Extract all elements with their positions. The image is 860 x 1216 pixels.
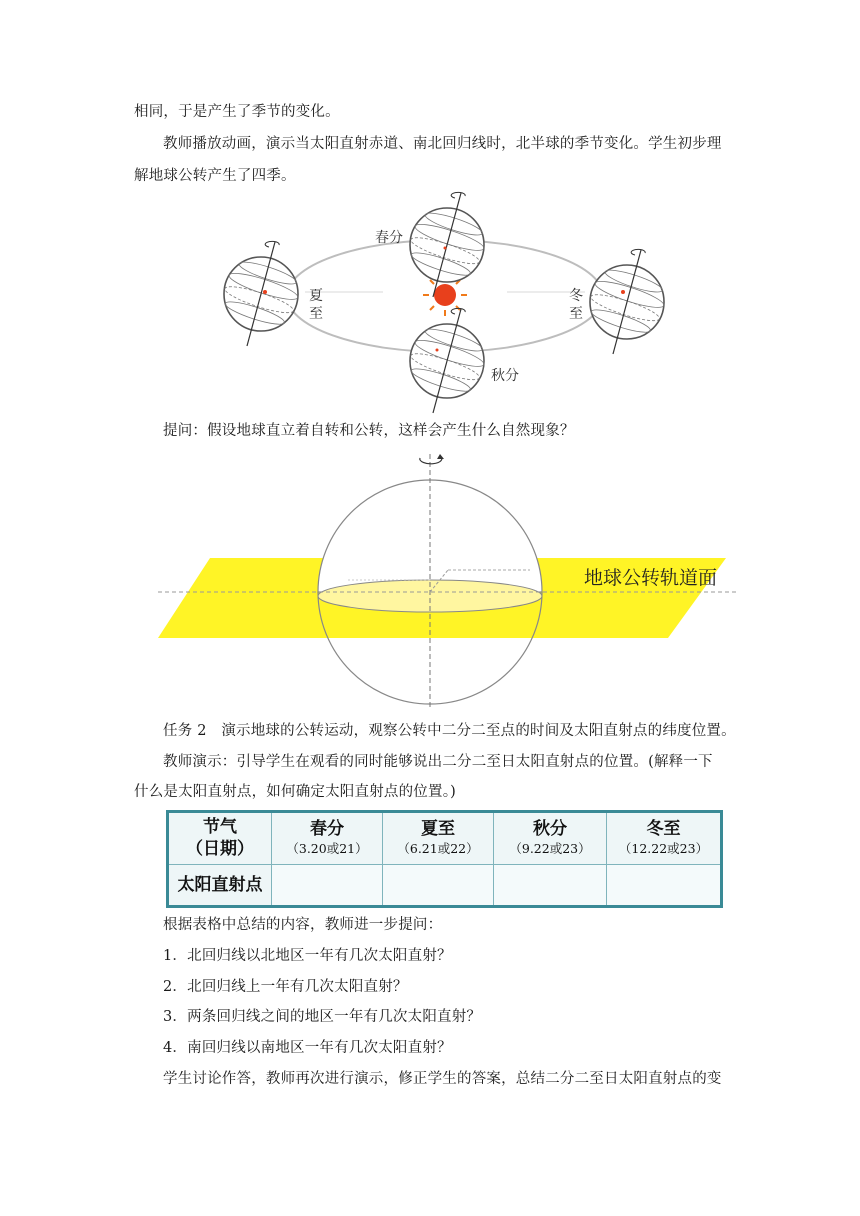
- table-header-cell: 夏至 （6.21或22）: [383, 812, 494, 865]
- paragraph-line: 教师播放动画，演示当太阳直射赤道、南北回归线时，北半球的季节变化。学生初步理: [163, 136, 722, 152]
- solar-terms-table: [166, 810, 723, 908]
- globe-spring-icon: [409, 192, 486, 297]
- table-row: [168, 864, 722, 906]
- question-item: 4．南回归线以南地区一年有几次太阳直射？: [163, 1040, 452, 1056]
- upright-earth-diagram: [158, 446, 738, 712]
- label-summer-1: 夏: [309, 288, 323, 304]
- label-winter-1: 冬: [569, 288, 583, 304]
- question-item: 1．北回归线以北地区一年有几次太阳直射？: [163, 948, 452, 964]
- paragraph-line: 任务 2 演示地球的公转运动，观察公转中二分二至点的时间及太阳直射点的纬度位置。: [163, 723, 736, 739]
- label-winter-2: 至: [569, 306, 583, 322]
- table-cell: [494, 864, 607, 906]
- paragraph-line: 解地球公转产生了四季。: [134, 168, 296, 184]
- plane-label: 地球公转轨道面: [584, 567, 718, 589]
- paragraph-line: 教师演示：引导学生在观看的同时能够说出二分二至日太阳直射点的位置。(解释一下: [163, 754, 713, 770]
- paragraph-line: 提问：假设地球直立着自转和公转，这样会产生什么自然现象？: [163, 423, 575, 439]
- orbit-diagram: [215, 188, 675, 418]
- globe-winter-icon: [589, 249, 666, 354]
- table-header-cell: 秋分 （9.22或23）: [494, 812, 607, 865]
- question-item: 2．北回归线上一年有几次太阳直射？: [163, 979, 408, 995]
- paragraph-line: 根据表格中总结的内容，教师进一步提问：: [163, 917, 443, 933]
- label-autumn: 秋分: [491, 368, 519, 384]
- table-cell: [607, 864, 722, 906]
- paragraph-line: 学生讨论作答，教师再次进行演示，修正学生的答案，总结二分二至日太阳直射点的变: [163, 1071, 722, 1087]
- table-row-label: 太阳直射点: [168, 864, 272, 906]
- label-spring: 春分: [375, 230, 403, 246]
- table-cell: [272, 864, 383, 906]
- label-summer-2: 至: [309, 306, 323, 322]
- paragraph-line: 什么是太阳直射点，如何确定太阳直射点的位置。): [134, 784, 457, 800]
- table-cell: [383, 864, 494, 906]
- question-item: 3．两条回归线之间的地区一年有几次太阳直射？: [163, 1009, 482, 1025]
- globe-autumn-icon: [409, 308, 486, 413]
- globe-summer-icon: [223, 241, 300, 346]
- table-header-cell: 冬至 （12.22或23）: [607, 812, 722, 865]
- paragraph-line: 相同，于是产生了季节的变化。: [134, 104, 340, 120]
- table-header-cell: 春分 （3.20或21）: [272, 812, 383, 865]
- table-header-cell: 节气 （日期）: [168, 812, 272, 865]
